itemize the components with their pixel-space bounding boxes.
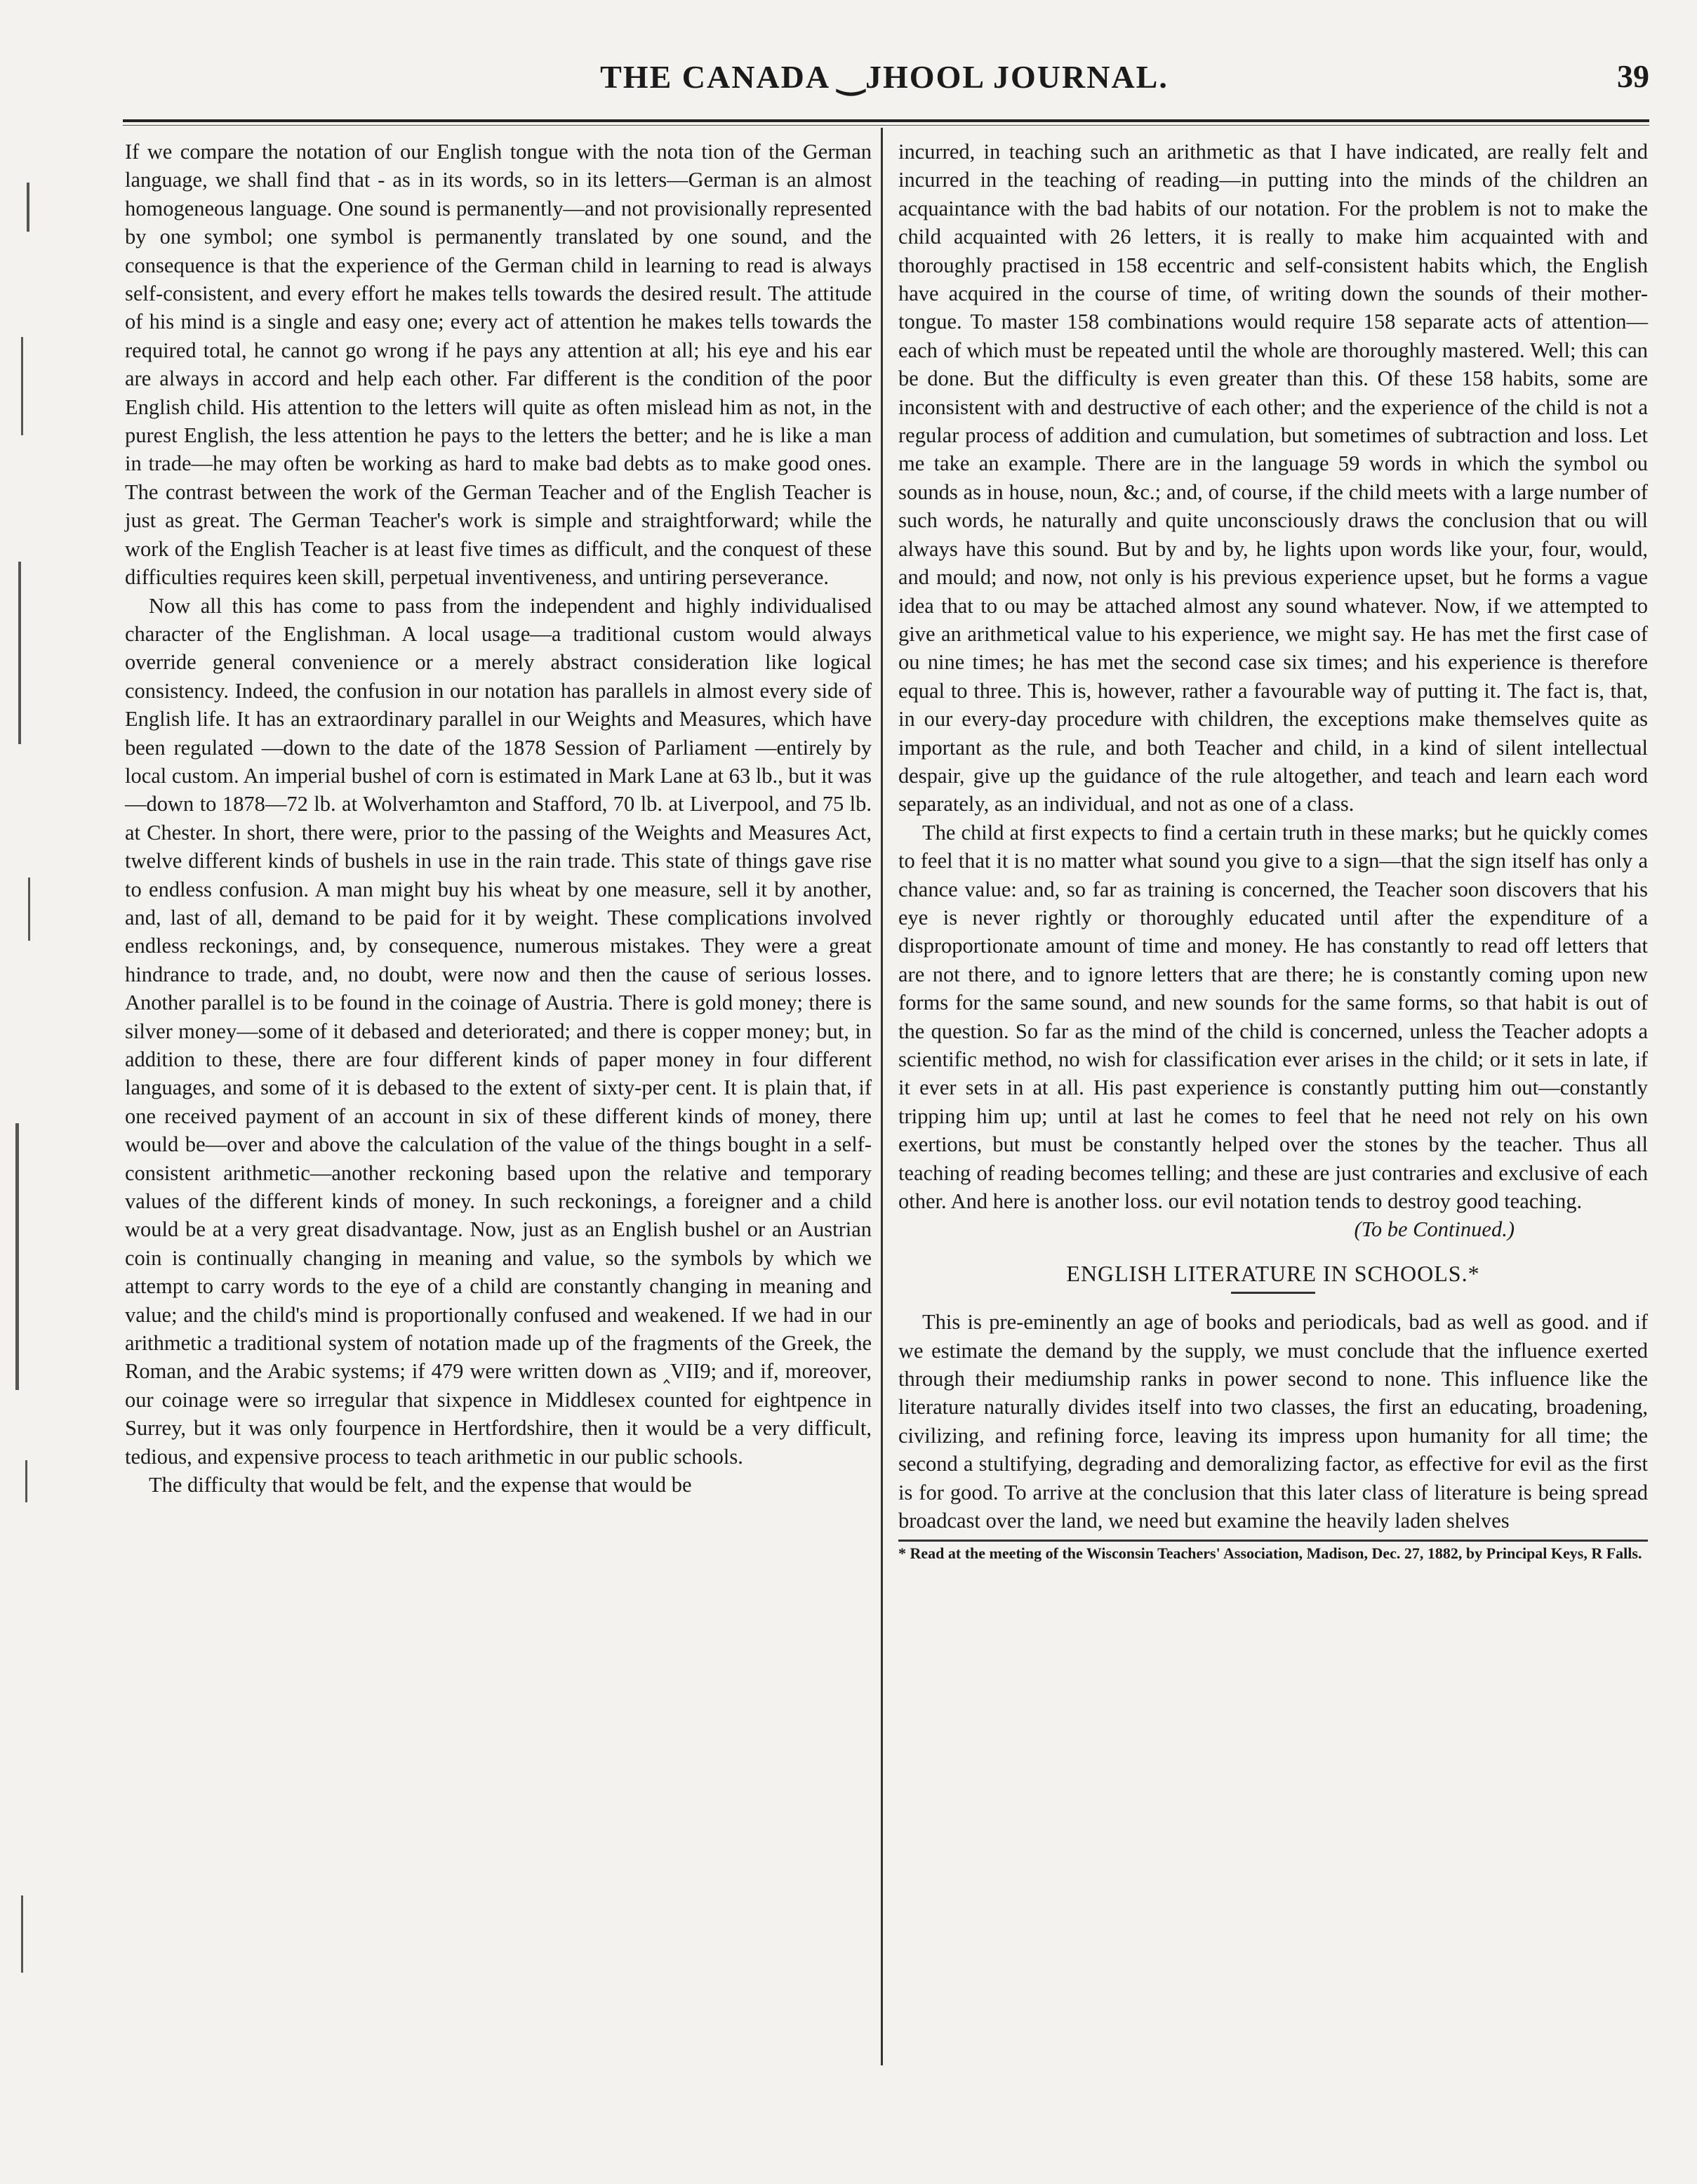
right-column — [898, 138, 1648, 2089]
paragraph: The difficulty that would be felt, and the expense that would be — [149, 1473, 692, 1497]
footnote: * Read at the meeting of the Wisconsin Teachers' Association, Madison, Dec. 27, 1882, by Principal Keys, R Falls. — [898, 1544, 1642, 1562]
header-rule-thin — [123, 125, 1649, 126]
header-rule — [123, 119, 1649, 122]
paragraph: Now all this has come to pass from the independent and highly individualised character of the Englishman. A local usage—a traditional custom would always override general convenience or a merely abstract consideration like logical consistency. Indeed, the confusion in our notation has parallels in almost every side of English life. It has an extraordinary parallel in our Weights and Measures, which have been regulated —down to the date of the 1878 Session of Parliament —entirely by local custom. An imperial bushel of corn is estimated in Mark Lane at 63 lb., but it was—down to 1878—72 lb. at Wolverhamton and Stafford, 70 lb. at Liverpool, and 75 lb. at Chester. In short, there were, prior to the passing of the Weights and Measures Act, twelve different kinds of bushels in use in the rain trade. This state of things gave rise to endless confusion. A man might buy his wheat by one measure, sell it by another, and, last of all, demand to be paid for it by weight. These complications involved endless reckonings, and, by consequence, numerous mistakes. They were a great hindrance to trade, and, no doubt, were now and then the cause of serious losses. Another parallel is to be found in the coinage of Austria. There is gold money; there is silver money—some of it debased and deteriorated; and there is copper money; but, in addition to these, there are four different kinds of paper money in four different languages, and some of it is debased to the extent of sixty-per cent. It is plain that, if one received payment of an account in six of these different kinds of money, there would be—over and above the calculation of the value of the things bought in a self-consistent arithmetic—another reckoning based upon the relative and temporary values of the different kinds of money. In such reckonings, a foreigner and a child would be at a very great disadvantage. Now, just as an English bushel or an Austrian coin is continually changing in meaning and value, so the symbols by which we attempt to carry words to the eye of a child are constantly changing in meaning and value; and the child's mind is proportionally confused and weakened. If we had in our arithmetic a traditional system of notation made up of the fragments of the Greek, the Roman, and the Arabic systems; if 479 were written down as ‸VII9; and if, moreover, our coinage were so irregular that sixpence in Middlesex counted for eightpence in Surrey, but it was only fourpence in Hertfordshire, then it would be a very difficult, tedious, and expensive process to teach arithmetic in our public schools. — [125, 593, 872, 1469]
left-column — [125, 138, 872, 2117]
page-number: 39 — [1617, 58, 1649, 94]
column-divider — [881, 128, 883, 2065]
section-heading: ENGLISH LITERATURE IN SCHOOLS.* — [1066, 1260, 1480, 1286]
scan-margin-marks — [0, 140, 63, 2036]
paragraph: incurred, in teaching such an arithmetic as that I have indicated, are really felt and incurred in the teaching of reading—in putting into the minds of the children an acquaintance with the bad habits of our notation. For the problem is not to make the child acquainted with 26 letters, it is really to make him acquainted with and thoroughly practised in 158 eccentric and self-consistent habits which, the English have acquired in the course of time, of writing down the sounds of their mother-tongue. To master 158 combinations would require 158 separate acts of attention—each of which must be repeated until the whole are thoroughly mastered. Well; this can be done. But the difficulty is even greater than this. Of these 158 habits, some are inconsistent with and destructive of each other; and the experience of the child is not a regular process of addition and cumulation, but sometimes of subtraction and loss. Let me take an example. There are in the language 59 words in which the symbol ou sounds as in house, noun, &c.; and, of course, if the child meets with a large number of such words, he naturally and quite unconsciously draws the conclusion that ou will always have this sound. But by and by, he lights upon words like your, four, would, and mould; and now, not only is his previous experience upset, but he forms a vague idea that to ou may be attached almost any sound whatever. Now, if we attempted to give an arithmetical value to his experience, we might say. He has met the first case of ou nine times; he has met the second case six times; and his experience is therefore equal to three. This is, however, rather a favourable way of putting it. The fact is, that, in our every-day procedure with children, the exceptions make themselves quite as important as the rule, and both Teacher and child, in a kind of silent intellectual despair, give up the guidance of the rule altogether, and teach and learn each word separately, as an individual, and not as one of a class. — [898, 140, 1648, 816]
running-header — [119, 58, 1649, 107]
continued-note: (To be Continued.) — [1354, 1217, 1515, 1242]
journal-title: THE CANADA ‿JHOOL JOURNAL. — [600, 59, 1169, 95]
paragraph: If we compare the notation of our English tongue with the nota tion of the German language, we shall find that - as in its words, so in its letters—German is an almost homogeneous language. One sound is permanently—and not provisionally represented by one symbol; one symbol is permanently translated by one sound, and the consequence is that the experience of the German child in learning to read is always self-consistent, and every effort he makes tells towards the desired result. The attitude of his mind is a single and easy one; every act of attention he makes tells towards the required total, he cannot go wrong if he pays any attention at all; his eye and his ear are always in accord and help each other. Far different is the condition of the poor English child. His attention to the letters will quite as often mislead him as not, in the purest English, the less attention he pays to the letters the better; and he is like a man in trade—he may often be working as hard to make bad debts as to make good ones. The contrast between the work of the German Teacher and of the English Teacher is just as great. The German Teacher's work is simple and straightforward; while the work of the English Teacher is at least five times as difficult, and the conquest of these difficulties requires keen skill, perpetual inventiveness, and untiring perseverance. — [125, 140, 872, 590]
footnote-rule — [898, 1540, 1648, 1542]
paragraph: The child at first expects to find a certain truth in these marks; but he quickly comes to feel that it is no matter what sound you give to a sign—that the sign itself has only a chance value: and, so far as training is concerned, the Teacher soon discovers that his eye is never rightly or thoroughly educated until after the expenditure of a disproportionate amount of time and money. He has constantly to read off letters that are not there, and to ignore letters that are there; he is constantly coming upon new forms for the same sound, and new sounds for the same forms, so that habit is out of the question. So far as the mind of the child is concerned, unless the Teacher adopts a scientific method, no wish for classification ever arises in the child; or it sets in late, if it ever sets in at all. His past experience is constantly putting him out—constantly tripping him up; until at last he comes to feel that he need not rely on his own exertions, but must be constantly helped over the stones by the teacher. Thus all teaching of reading becomes telling; and these are just contraries and exclusive of each other. And here is another loss. our evil notation tends to destroy good teaching. — [898, 820, 1648, 1214]
paragraph: This is pre-eminently an age of books and periodicals, bad as well as good. and if we estimate the demand by the supply, we must conclude that the influence exerted through their mediumship ranks in power second to none. This influence like the literature naturally divides itself into two classes, the first an educating, broadening, civilizing, and refining force, leaving its impress upon humanity for all time; the second a stultifying, degrading and demoralizing factor, as effective for evil as the first is for good. To arrive at the conclusion that this later class of literature is being spread broadcast over the land, we need but examine the heavily laden shelves — [898, 1310, 1648, 1533]
heading-rule — [1231, 1292, 1315, 1294]
